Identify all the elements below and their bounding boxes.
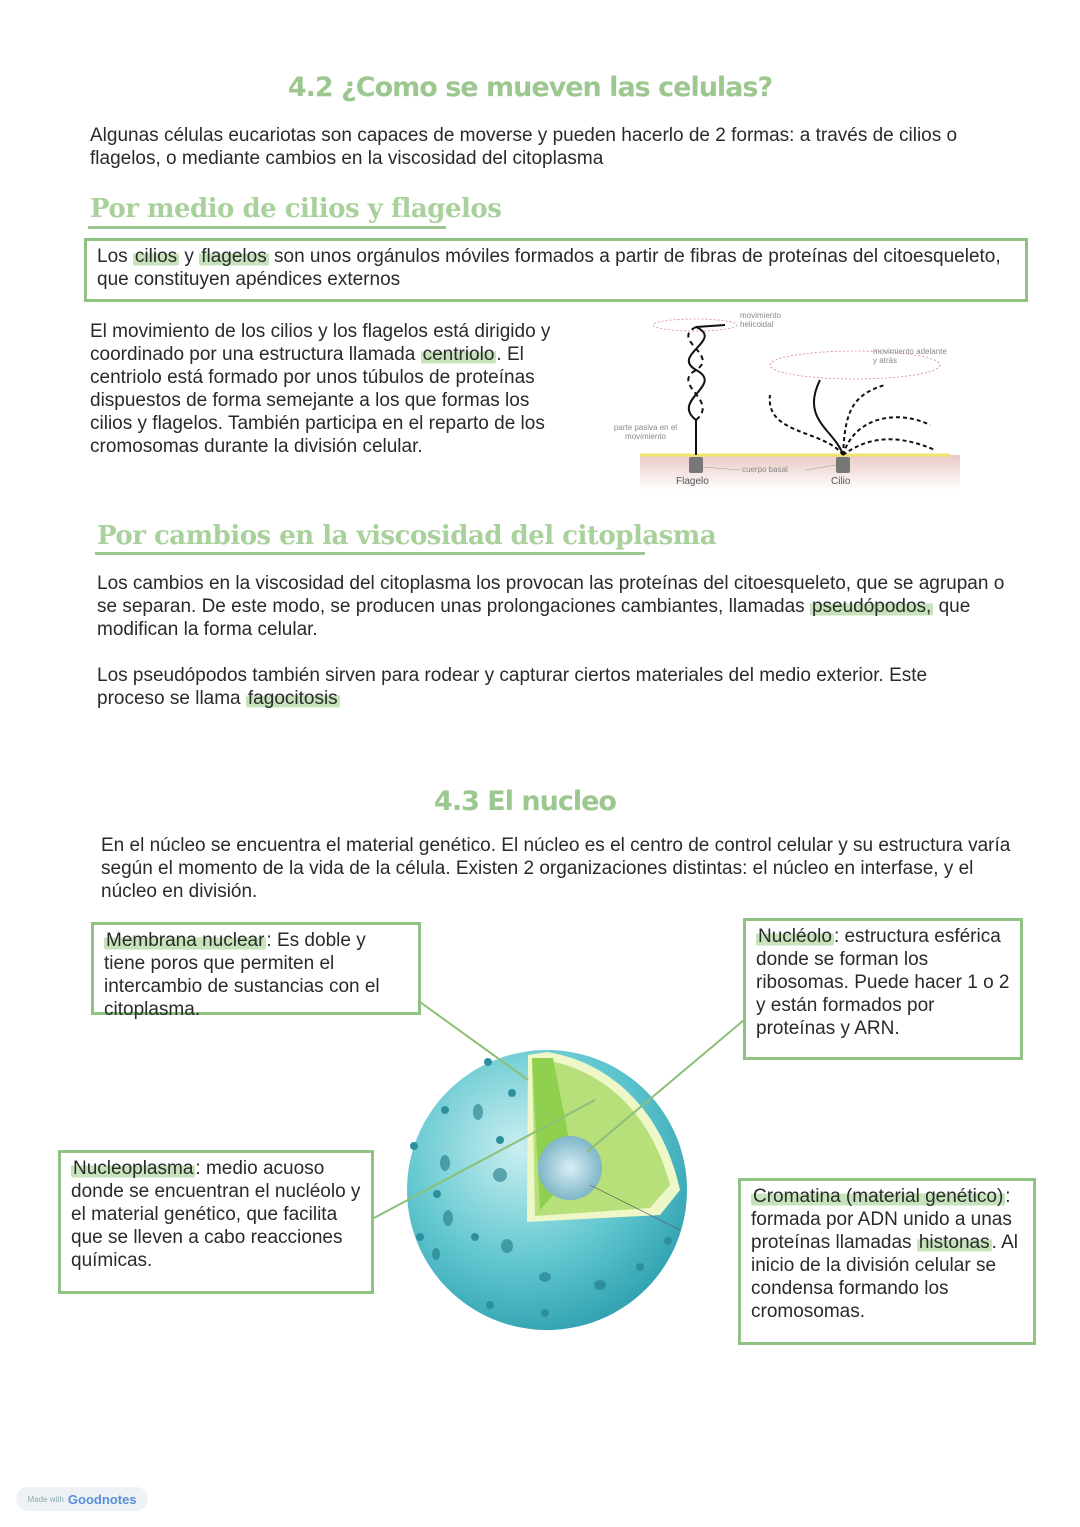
text: y [179,246,200,267]
text: . Al inicio de la división celular se condensa formando los cromosomas. [751,1232,1019,1322]
label-adelante-atras: movimiento adelante y atrás [873,347,947,365]
highlight-flagelos: flagelos [201,246,267,267]
label-parte-pasiva: parte pasiva en el movimiento [613,423,678,441]
text: : medio acuoso donde se encuentran el nucléolo y el material genético, que facilita que se lleven a cabo reacciones químicas. [71,1158,361,1271]
label-flagelo: Flagelo [676,476,709,487]
highlight-cilios: cilios [134,246,178,267]
goodnotes-logo: Goodnotes [67,1491,137,1507]
text: . El centriolo está formado por unos túbulos de proteínas dispuestos de forma semejante a los que formas los cilios y flagelos. También participa en el reparto de los cromosomas durante la división celular. [90,344,545,457]
text: : estructura esférica donde se forman los ribosomas. Puede hacer 1 o 2 y están formados por proteínas y ARN. [756,926,1010,1039]
highlight-nucleolo: Nucléolo [758,926,832,947]
label-cilio: Cilio [831,476,851,487]
nucleus-intro: En el núcleo se encuentra el material genético. El núcleo es el centro de control celular y su estructura varía según el momento de la vida de la célula. Existen 2 organizaciones distintas: el núcleo en interfase, y el núcleo en división. [101,835,1011,902]
nucleolo-box [743,918,1023,1060]
text: Los [97,246,133,267]
subheading-cilia: Por medio de cilios y flagelos [90,194,502,224]
section-title-nucleus: 4.3 El nucleo [434,786,616,817]
subheading-viscosity: Por cambios en la viscosidad del citoplasma [97,521,717,551]
highlight-cromatina: Cromatina (material genético) [753,1186,1004,1207]
highlight-pseudopodos: pseudópodos, [811,596,932,617]
text: El movimiento de los cilios y los flagelos está dirigido y coordinado por una estructura llamada [90,321,551,365]
section-title-movement: 4.2 ¿Como se mueven las celulas? [287,72,773,103]
highlight-histonas: histonas [918,1232,990,1253]
text: : formada por ADN unido a unas proteínas llamadas [751,1186,1012,1253]
label-cuerpo-basal: cuerpo basal [742,465,788,474]
nucleoplasma-box [58,1150,374,1294]
text: son unos orgánulos móviles formados a partir de fibras de proteínas del citoesqueleto, que constituyen apéndices externos [97,246,1001,290]
highlight-centriolo: centriolo [422,344,495,365]
goodnotes-badge[interactable] [16,1487,148,1511]
label-helicoidal: movimiento helicoidal [740,311,781,329]
text: Los cambios en la viscosidad del citoplasma los provocan las proteínas del citoesqueleto, que se agrupan o se separan. De este modo, se producen unas prolongaciones cambiantes, llamadas [97,573,1005,617]
intro-paragraph: Algunas células eucariotas son capaces de moverse y pueden hacerlo de 2 formas: a través de cilios o flagelos, o mediante cambios en la viscosidad del citoplasma [90,125,958,169]
highlight-fagocitosis: fagocitosis [247,688,338,709]
text: Los pseudópodos también sirven para rodear y capturar ciertos materiales del medio exterior. Este proceso se llama [97,665,928,709]
text: que modifican la forma celular. [97,596,971,640]
made-with-label: Made with [27,1494,64,1504]
cromatina-box [738,1178,1036,1345]
highlight-nucleoplasma: Nucleoplasma [73,1158,194,1179]
membrana-nuclear-box [91,922,421,1020]
highlight-membrana: Membrana nuclear [106,930,265,951]
text: : Es doble y tiene poros que permiten el intercambio de sustancias con el citoplasma. [104,930,380,1020]
